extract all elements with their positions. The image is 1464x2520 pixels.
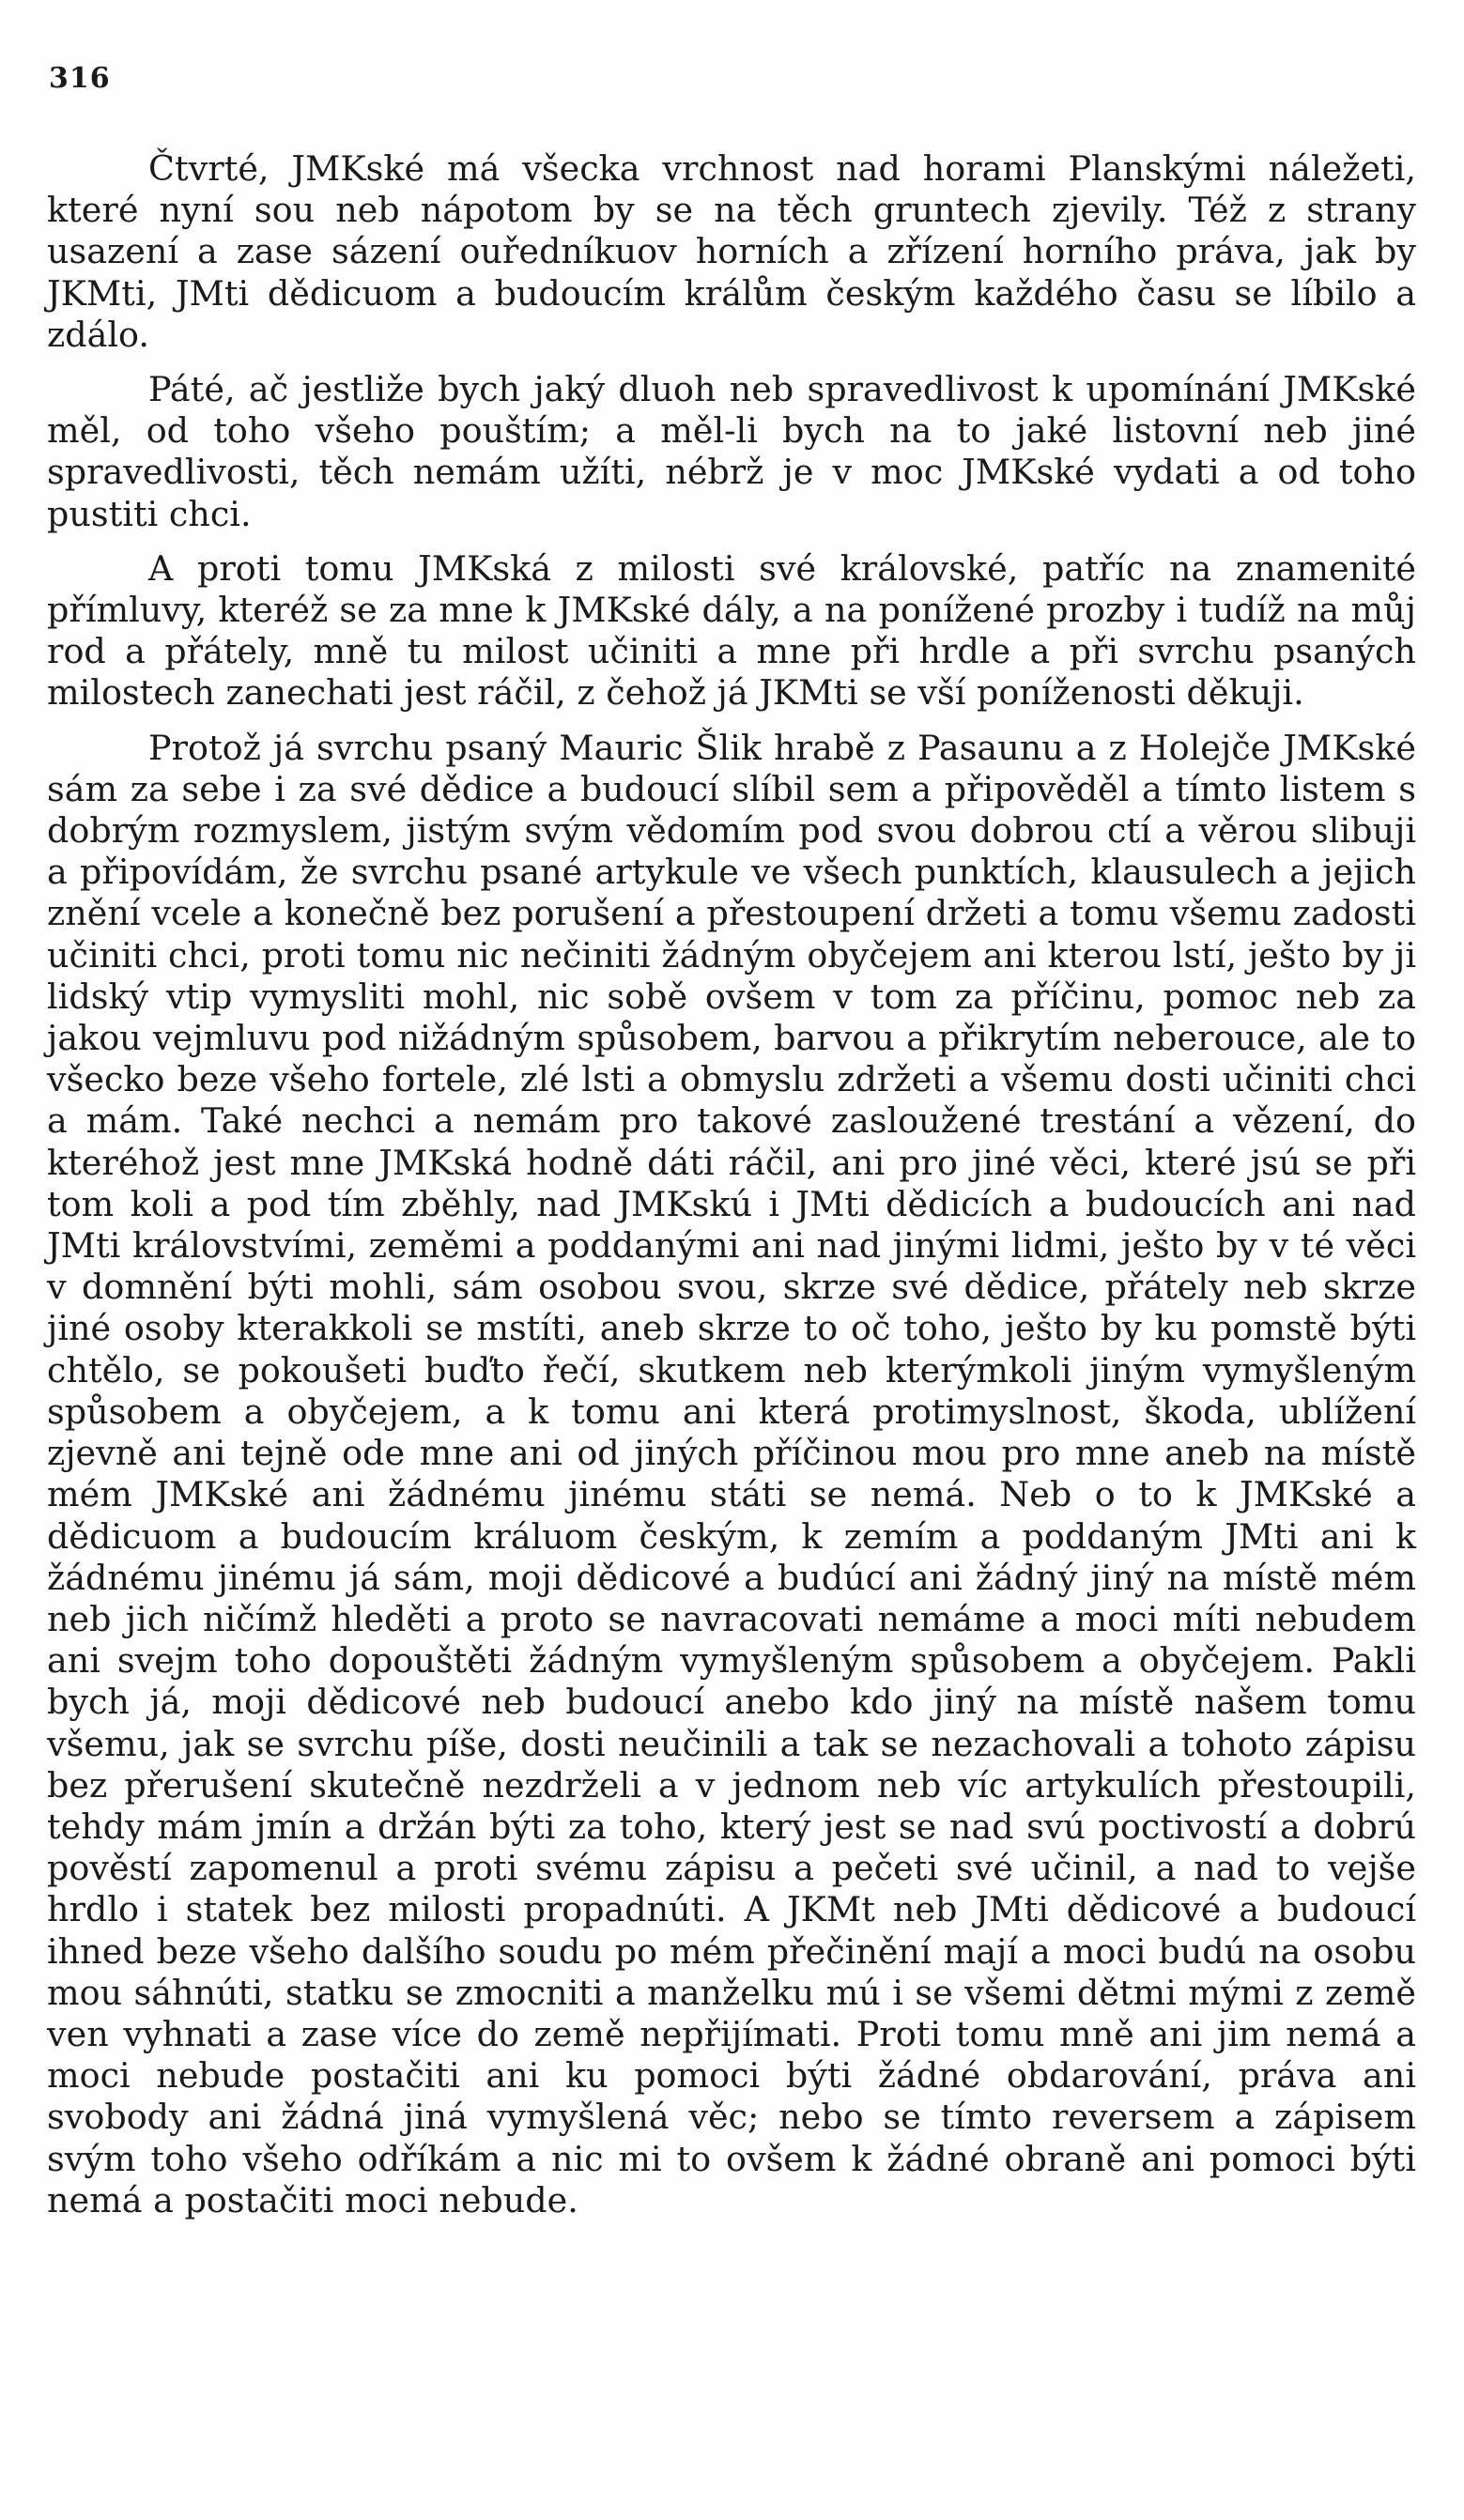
paragraph-fifth-article: Páté, ač jestliže bych jaký dluoh neb spravedlivost k upomínání JMKské měl, od toho všeho pouštím; a měl-li bych na to jaké listovní neb jiné spravedlivosti, těch nemám užíti, nébrž je v moc JMKské vydati a od toho pustiti chci. [47, 369, 1416, 534]
paragraph-pledge: Protož já svrchu psaný Mauric Šlik hrabě z Pasaunu a z Holejče JMKské sám za sebe i za své dědice a budoucí slíbil sem a připověděl a tímto listem s dobrým rozmyslem, jistým svým vědomím pod svou dobrou ctí a věrou slibuji a připovídám, že svrchu psané artykule ve všech punktích, klausulech a jejich znění vcele a konečně bez porušení a přestoupení držeti a tomu všemu zadosti učiniti chci, proti tomu nic nečiniti žádným obyčejem ani kterou lstí, ješto by ji lidský vtip vymysliti mohl, nic sobě ovšem v tom za příčinu, pomoc neb za jakou vejmluvu pod nižádným spůsobem, barvou a přikrytím neberouce, ale to všecko beze všeho fortele, zlé lsti a obmyslu zdržeti a všemu dosti učiniti chci a mám. Také nechci a nemám pro takové zasloužené trestání a vězení, do kteréhož jest mne JMKská hodně dáti ráčil, ani pro jiné věci, které jsú se při tom koli a pod tím zběhly, nad JMKskú i JMti dědicích a budoucích ani nad JMti královstvími, zeměmi a poddanými ani nad jinými lidmi, ješto by v té věci v domnění býti mohli, sám osobou svou, skrze své dědice, přátely neb skrze jiné osoby kterakkoli se mstíti, aneb skrze to oč toho, ješto by ku pomstě býti chtělo, se pokoušeti buďto řečí, skutkem neb kterýmkoli jiným vymyšleným spůsobem a obyčejem, a k tomu ani která protimyslnost, škoda, ublížení zjevně ani tejně ode mne ani od jiných příčinou mou pro mne aneb na místě mém JMKské ani žádnému jinému státi se nemá. Neb o to k JMKské a dědicuom a budoucím králuom českým, k zemím a poddaným JMti ani k žádnému jinému já sám, moji dědicové a budúcí ani žádný jiný na místě mém neb jich ničímž hleděti a proto se navracovati nemáme a moci míti nebudem ani svejm toho dopouštěti žádným vymyšleným spůsobem a obyčejem. Pakli bych já, moji dědicové neb budoucí anebo kdo jiný na místě našem tomu všemu, jak se svrchu píše, dosti neučinili a tak se nezachovali a tohoto zápisu bez přerušení skutečně nezdrželi a v jednom neb víc artykulích přestoupili, tehdy mám jmín a držán býti za toho, který jest se nad svú poctivostí a dobrú pověstí zapomenul a proti svému zápisu a pečeti své učinil, a nad to vejše hrdlo i statek bez milosti propadnúti. A JKMt neb JMti dědicové a budoucí ihned beze všeho dalšího soudu po mém přečinění mají a moci budú na osobu mou sáhnúti, statku se zmocniti a manželku mú i se všemi dětmi mými z země ven vyhnati a zase více do země nepřijímati. Proti tomu mně ani jim nemá a moci nebude postačiti ani ku pomoci býti žádné obdarování, práva ani svobody ani žádná jiná vymyšlená věc; nebo se tímto reversem a zápisem svým toho všeho odříkám a nic mi to ovšem k žádné obraně ani pomoci býti nemá a postačiti moci nebude. [47, 727, 1416, 2220]
paragraph-fourth-article: Čtvrté, JMKské má všecka vrchnost nad horami Planskými náležeti, které nyní sou neb nápotom by se na těch gruntech zjevily. Též z strany usazení a zase sázení ouředníkuov horních a zřízení horního práva, jak by JKMti, JMti dědicuom a budoucím králům českým každého času se líbilo a zdálo. [47, 148, 1416, 355]
page-number: 316 [49, 62, 111, 95]
paragraph-royal-grace: A proti tomu JMKská z milosti své královské, patříc na znamenité přímluvy, kteréž se za mne k JMKské dály, a na ponížené prozby i tudíž na můj rod a přátely, mně tu milost učiniti a mne při hrdle a při svrchu psaných milostech zanechati jest ráčil, z čehož já JKMti se vší poníženosti děkuji. [47, 547, 1416, 714]
body-text [47, 148, 1416, 2235]
